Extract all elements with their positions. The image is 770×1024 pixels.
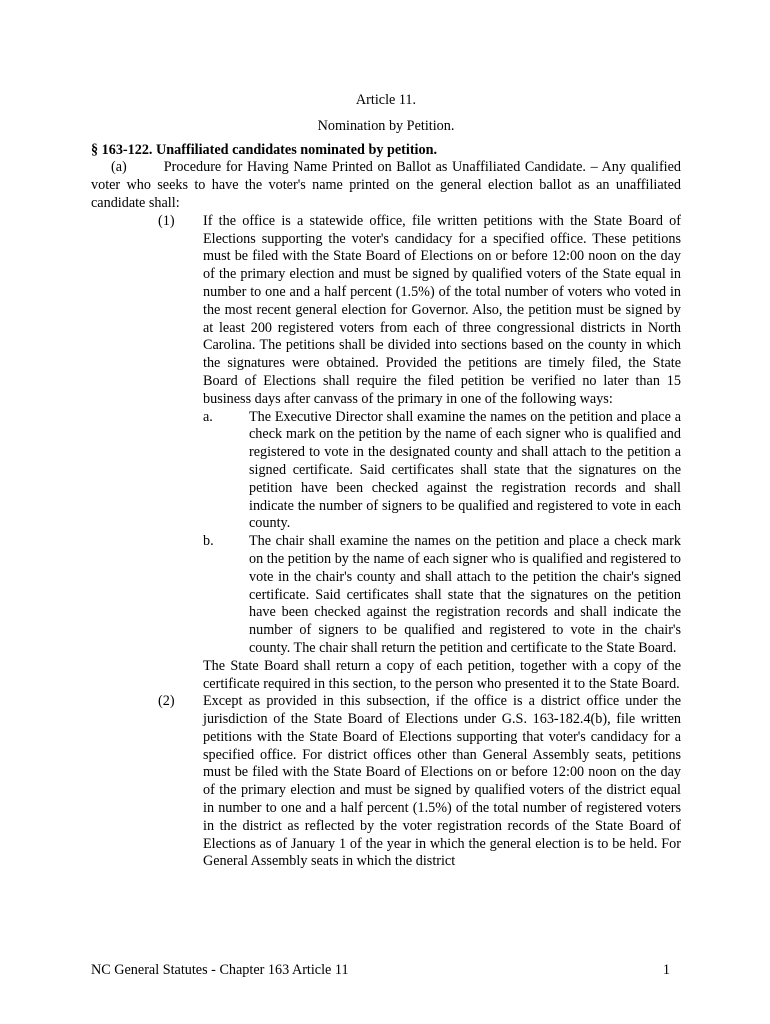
section-heading: § 163-122. Unaffiliated candidates nominated by petition. — [91, 141, 438, 158]
sub-item-b — [91, 533, 681, 658]
sub-item-text: The chair shall examine the names on the petition and place a check mark on the petition by the name of each signer who is qualified and registered to vote in the chair's county and shall attach to the petition the chair's signed certificate. Said certificates shall state that the signatures on the petition have been checked against the registration records and shall indicate the number of signers to be qualified and registered to vote in the chair's county. The chair shall return the petition and certificate to the State Board. — [249, 533, 681, 656]
sub-item-label: a. — [203, 408, 213, 425]
document-page — [91, 92, 681, 871]
paragraph-a-text: Procedure for Having Name Printed on Ballot as Unaffiliated Candidate. – Any qualified voter who seeks to have the voter's name printed on the general election ballot as an unaffiliated candidate shall: — [91, 159, 682, 211]
page-number: 1 — [662, 962, 670, 978]
article-title: Article 11. — [355, 92, 417, 108]
sub-item-label: b. — [203, 533, 214, 550]
footer-title: NC General Statutes - Chapter 163 Article 11 — [91, 962, 349, 978]
list-item-text: Except as provided in this subsection, if the office is a district office under the jurisdiction of the State Board of Elections under G.S. 163-182.4(b), file written petitions with the State Board of Elections supporting that voter's candidacy for a specified office. For district offices other than General Assembly seats, petitions must be filed with the State Board of Elections on or before 12:00 noon on the day of the primary election and must be signed by qualified voters of the district equal in number to one and a half percent (1.5%) of the total number of registered voters in the district as reflected by the voter registration records of the State Board of Elections as of January 1 of the year in which the general election is to be held. For General Assembly seats in which the district — [203, 693, 681, 870]
item-1-trailing-text: The State Board shall return a copy of each petition, together with a copy of the certificate required in this section, to the person who presented it to the State Board. — [203, 657, 681, 692]
list-item-label: (2) — [158, 693, 175, 710]
list-item-label: (1) — [158, 212, 175, 229]
article-subtitle: Nomination by Petition. — [317, 117, 455, 134]
paragraph-a — [91, 159, 681, 212]
list-item-1 — [91, 213, 681, 409]
sub-item-text: The Executive Director shall examine the names on the petition and place a check mark on the petition by the name of each signer who is qualified and registered to vote in the designated county and shall attach to the petition a signed certificate. Said certificates shall state that the signatures on the petition have been checked against the registration records and shall indicate the number of signers to be qualified and registered to vote in each county. — [249, 408, 681, 532]
sub-item-a — [91, 409, 681, 534]
list-item-2 — [91, 693, 681, 871]
list-item-text: If the office is a statewide office, file written petitions with the State Board of Elections supporting the voter's candidacy for a specified office. These petitions must be filed with the State Board of Elections on or before 12:00 noon on the day of the primary election and must be signed by qualified voters of the State equal in number to one and a half percent (1.5%) of the total number of voters who voted in the most recent general election for Governor. Also, the petition must be signed by at least 200 registered voters from each of three congressional districts in North Carolina. The petitions shall be divided into sections based on the county in which the signatures were obtained. Provided the petitions are timely filed, the State Board of Elections shall require the filed petition be verified no later than 15 business days after canvass of the primary in one of the following ways: — [203, 212, 681, 407]
paragraph-a-label: (a) — [111, 159, 127, 176]
